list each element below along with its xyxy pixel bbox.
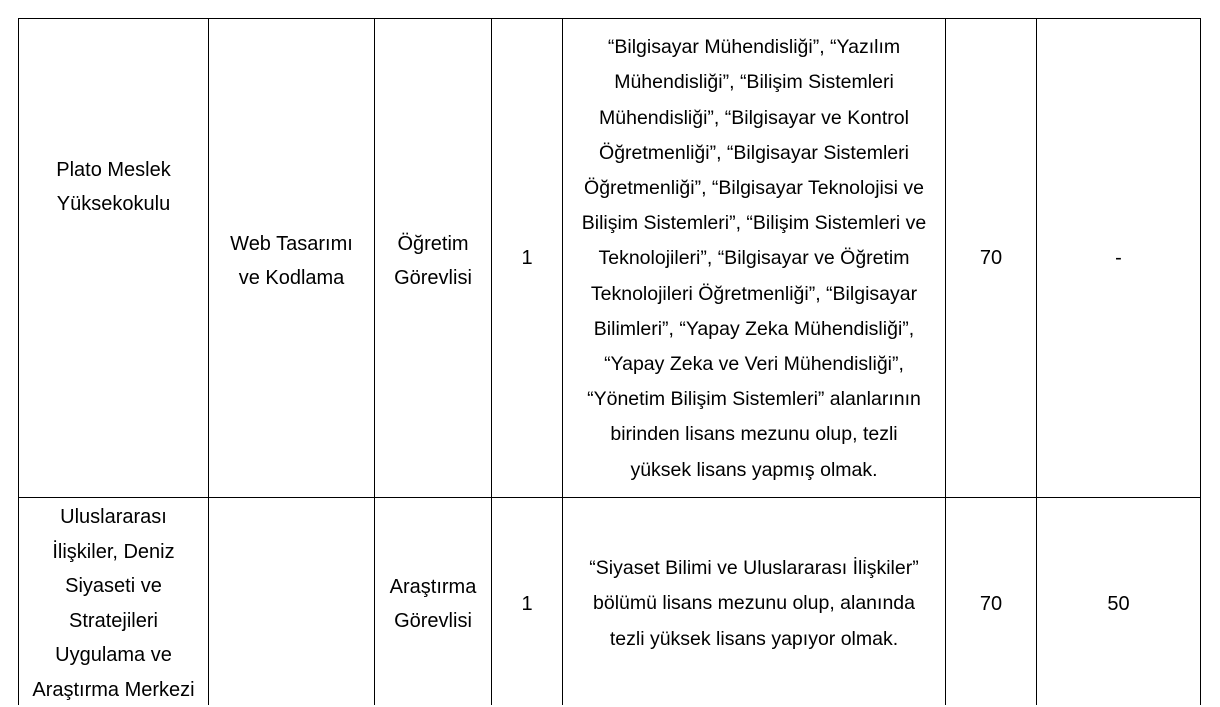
requirement-line: Öğretmenliği”, “Bilgisayar Teknolojisi ve	[584, 171, 924, 206]
count-value: 1	[521, 241, 532, 276]
requirements-cell	[563, 22, 945, 496]
language-value: -	[1115, 241, 1122, 276]
requirement-line: “Yapay Zeka ve Veri Mühendisliği”,	[604, 347, 904, 382]
row-divider	[18, 497, 1201, 498]
requirement-line: “Siyaset Bilimi ve Uluslararası İlişkiler”	[589, 551, 918, 586]
unit-line: Uluslararası	[60, 500, 167, 535]
unit-line: Araştırma Merkezi	[32, 673, 194, 707]
requirements-cell	[563, 550, 945, 658]
count-cell	[492, 19, 562, 497]
program-cell	[209, 225, 374, 297]
position-cell	[375, 225, 491, 297]
requirement-line: “Bilgisayar Mühendisliği”, “Yazılım	[608, 30, 900, 65]
unit-line: Yüksekokulu	[57, 187, 170, 222]
requirement-line: “Yönetim Bilişim Sistemleri” alanlarının	[587, 382, 921, 417]
program-line: Web Tasarımı	[230, 227, 353, 262]
requirement-line: Mühendisliği”, “Bilgisayar ve Kontrol	[599, 101, 909, 136]
requirement-line: yüksek lisans yapmış olmak.	[630, 453, 877, 488]
requirement-line: Bilimleri”, “Yapay Zeka Mühendisliği”,	[594, 312, 914, 347]
requirement-line: Bilişim Sistemleri”, “Bilişim Sistemleri ve	[582, 206, 927, 241]
position-line: Görevlisi	[394, 261, 472, 296]
requirement-line: Öğretmenliği”, “Bilgisayar Sistemleri	[599, 136, 909, 171]
unit-line: Plato Meslek	[56, 153, 171, 188]
unit-line: Uygulama ve	[55, 638, 172, 673]
language-cell	[1037, 19, 1200, 497]
unit-line: İlişkiler, Deniz	[52, 535, 174, 570]
ales-value: 70	[980, 241, 1002, 276]
unit-cell	[19, 500, 208, 705]
position-line: Görevlisi	[394, 604, 472, 639]
ales-cell	[946, 19, 1036, 497]
requirement-line: bölümü lisans mezunu olup, alanında	[593, 586, 915, 621]
unit-line: Stratejileri	[69, 604, 158, 639]
count-cell	[492, 568, 562, 640]
position-line: Araştırma	[390, 570, 477, 605]
unit-cell	[19, 151, 208, 223]
position-line: Öğretim	[397, 227, 468, 262]
requirement-line: Mühendisliği”, “Bilişim Sistemleri	[614, 65, 894, 100]
ales-cell	[946, 568, 1036, 640]
ales-value: 70	[980, 587, 1002, 622]
requirement-line: tezli yüksek lisans yapıyor olmak.	[610, 622, 898, 657]
count-value: 1	[521, 587, 532, 622]
language-value: 50	[1107, 587, 1129, 622]
unit-line: Siyaseti ve	[65, 569, 162, 604]
language-cell	[1037, 568, 1200, 640]
requirement-line: Teknolojileri Öğretmenliği”, “Bilgisayar	[591, 277, 917, 312]
column-border	[1200, 18, 1201, 705]
requirement-line: Teknolojileri”, “Bilgisayar ve Öğretim	[598, 241, 909, 276]
program-line: ve Kodlama	[239, 261, 345, 296]
position-cell	[375, 568, 491, 640]
program-cell	[209, 498, 374, 705]
requirement-line: birinden lisans mezunu olup, tezli	[610, 417, 897, 452]
